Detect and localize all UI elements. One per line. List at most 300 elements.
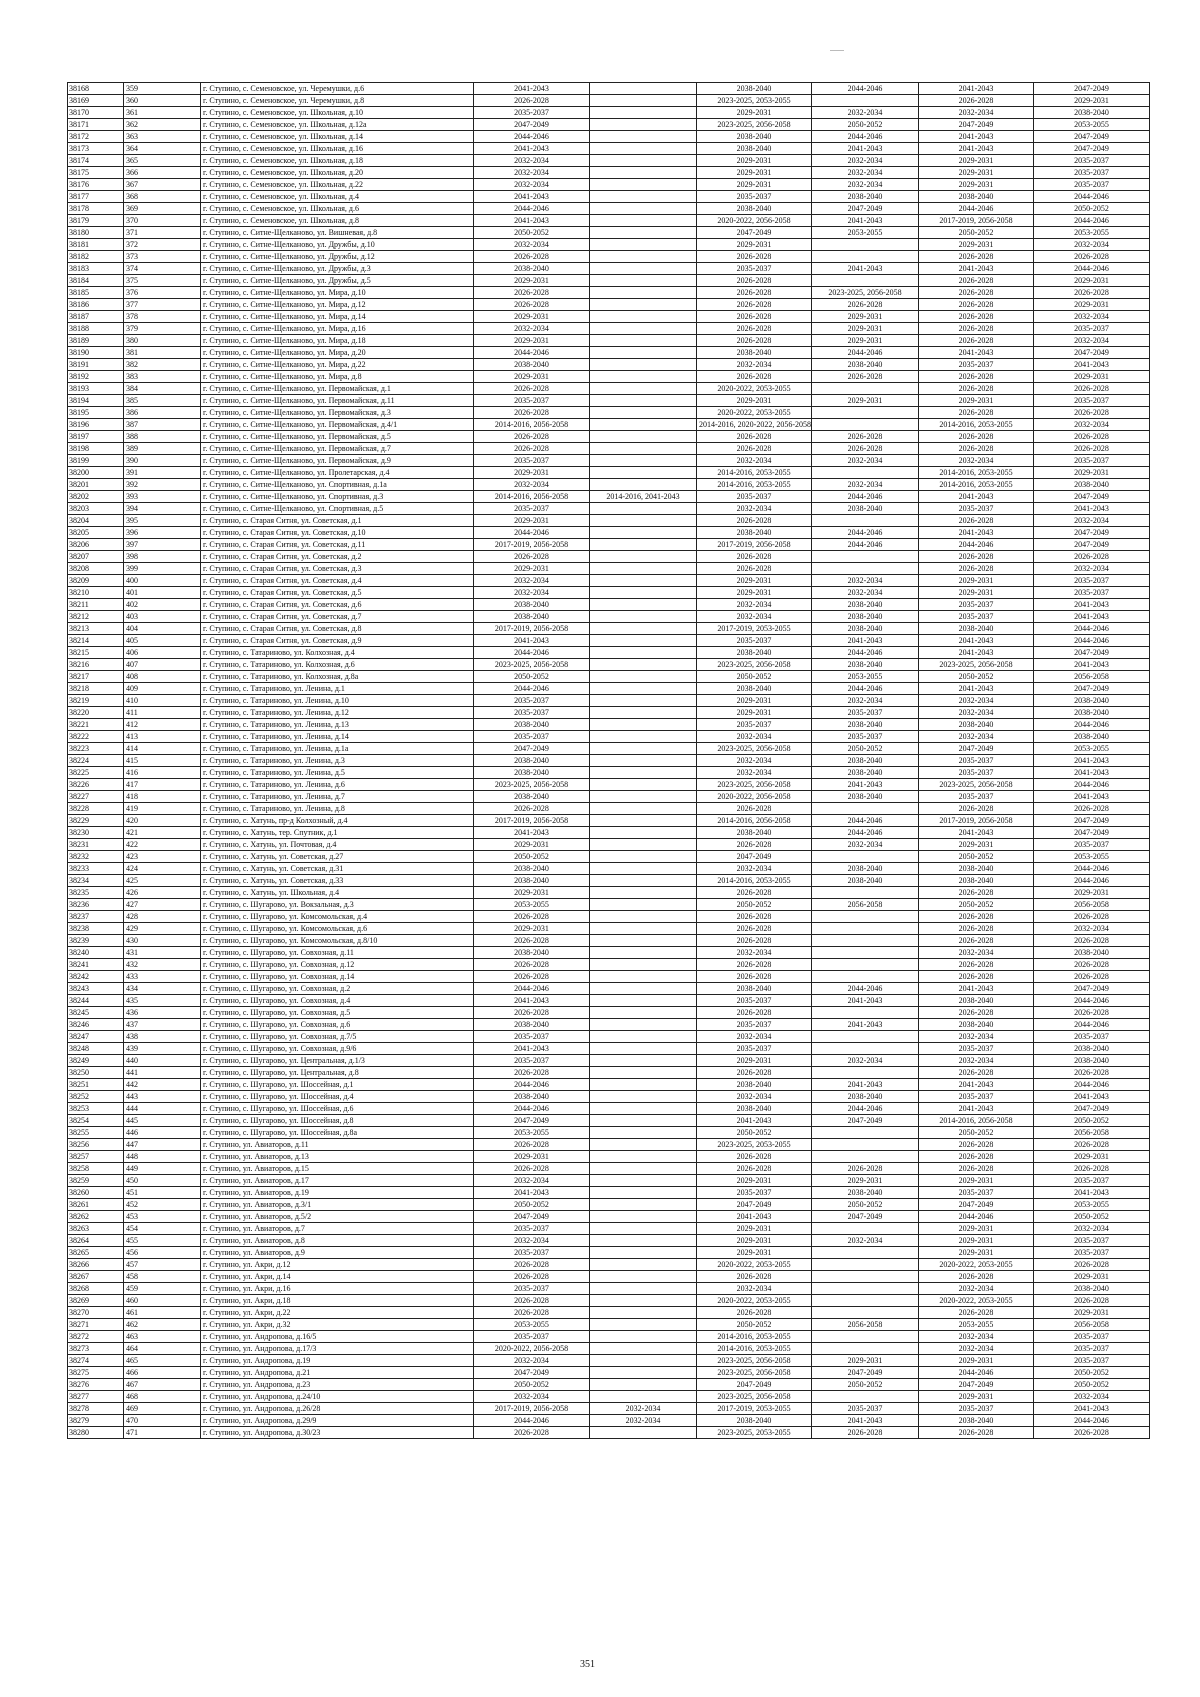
row-number-cell: 443 [124, 1091, 201, 1103]
address-cell: г. Ступино, с. Старая Ситня, ул. Советская, д.4 [201, 575, 474, 587]
record-id-cell: 38202 [68, 491, 124, 503]
period-1-cell: 2038-2040 [474, 755, 590, 767]
period-6-cell: 2029-2031 [1034, 1307, 1150, 1319]
period-1-cell: 2041-2043 [474, 995, 590, 1007]
row-number-cell: 403 [124, 611, 201, 623]
period-4-cell: 2038-2040 [812, 503, 919, 515]
period-5-cell: 2050-2052 [919, 899, 1034, 911]
address-cell: г. Ступино, с. Татариново, ул. Ленина, д.6 [201, 779, 474, 791]
address-cell: г. Ступино, с. Старая Ситня, ул. Советская, д.11 [201, 539, 474, 551]
period-2-cell [590, 851, 697, 863]
period-1-cell: 2044-2046 [474, 131, 590, 143]
period-4-cell [812, 1343, 919, 1355]
period-6-cell: 2050-2052 [1034, 1211, 1150, 1223]
address-cell: г. Ступино, ул. Авиаторов, д.15 [201, 1163, 474, 1175]
record-id-cell: 38245 [68, 1007, 124, 1019]
period-5-cell: 2026-2028 [919, 923, 1034, 935]
record-id-cell: 38207 [68, 551, 124, 563]
period-3-cell: 2029-2031 [697, 155, 812, 167]
period-1-cell: 2053-2055 [474, 1319, 590, 1331]
period-6-cell: 2053-2055 [1034, 1199, 1150, 1211]
period-3-cell: 2026-2028 [697, 911, 812, 923]
period-2-cell [590, 659, 697, 671]
period-6-cell: 2026-2028 [1034, 1067, 1150, 1079]
period-2-cell [590, 83, 697, 95]
period-3-cell: 2026-2028 [697, 935, 812, 947]
record-id-cell: 38267 [68, 1271, 124, 1283]
schedule-table-body [68, 83, 1150, 1439]
record-id-cell: 38182 [68, 251, 124, 263]
period-4-cell: 2023-2025, 2056-2058 [812, 287, 919, 299]
period-3-cell: 2032-2034 [697, 503, 812, 515]
table-row [68, 1295, 1150, 1307]
period-1-cell: 2026-2028 [474, 299, 590, 311]
record-id-cell: 38193 [68, 383, 124, 395]
period-1-cell: 2038-2040 [474, 875, 590, 887]
period-6-cell: 2029-2031 [1034, 299, 1150, 311]
period-3-cell: 2038-2040 [697, 131, 812, 143]
period-5-cell: 2026-2028 [919, 1007, 1034, 1019]
period-3-cell: 2029-2031 [697, 239, 812, 251]
table-row [68, 83, 1150, 95]
period-5-cell: 2038-2040 [919, 1415, 1034, 1427]
record-id-cell: 38269 [68, 1295, 124, 1307]
period-4-cell: 2044-2046 [812, 539, 919, 551]
row-number-cell: 428 [124, 911, 201, 923]
period-5-cell: 2035-2037 [919, 359, 1034, 371]
period-3-cell: 2026-2028 [697, 803, 812, 815]
row-number-cell: 468 [124, 1391, 201, 1403]
period-3-cell: 2023-2025, 2056-2058 [697, 119, 812, 131]
period-4-cell: 2032-2034 [812, 1235, 919, 1247]
period-3-cell: 2041-2043 [697, 1115, 812, 1127]
period-1-cell: 2032-2034 [474, 1391, 590, 1403]
address-cell: г. Ступино, ул. Авиаторов, д.9 [201, 1247, 474, 1259]
period-5-cell: 2044-2046 [919, 1367, 1034, 1379]
period-2-cell [590, 1079, 697, 1091]
period-5-cell: 2029-2031 [919, 395, 1034, 407]
period-2-cell [590, 1019, 697, 1031]
record-id-cell: 38183 [68, 263, 124, 275]
period-3-cell: 2029-2031 [697, 707, 812, 719]
table-row [68, 347, 1150, 359]
address-cell: г. Ступино, с. Ситне-Щелканово, ул. Первомайская, д.1 [201, 383, 474, 395]
table-row [68, 815, 1150, 827]
period-4-cell: 2026-2028 [812, 371, 919, 383]
period-5-cell: 2044-2046 [919, 203, 1034, 215]
period-3-cell: 2026-2028 [697, 887, 812, 899]
table-row [68, 167, 1150, 179]
period-6-cell: 2047-2049 [1034, 131, 1150, 143]
period-2-cell [590, 419, 697, 431]
period-3-cell: 2026-2028 [697, 1067, 812, 1079]
period-2-cell [590, 1391, 697, 1403]
address-cell: г. Ступино, с. Ситне-Щелканово, ул. Первомайская, д.9 [201, 455, 474, 467]
period-2-cell [590, 335, 697, 347]
period-2-cell [590, 623, 697, 635]
table-row [68, 179, 1150, 191]
period-6-cell: 2038-2040 [1034, 1043, 1150, 1055]
period-4-cell: 2041-2043 [812, 635, 919, 647]
period-1-cell: 2029-2031 [474, 923, 590, 935]
table-row [68, 275, 1150, 287]
record-id-cell: 38212 [68, 611, 124, 623]
period-6-cell: 2044-2046 [1034, 875, 1150, 887]
table-row [68, 1367, 1150, 1379]
period-1-cell: 2041-2043 [474, 215, 590, 227]
row-number-cell: 448 [124, 1151, 201, 1163]
period-4-cell: 2032-2034 [812, 575, 919, 587]
table-row [68, 779, 1150, 791]
period-2-cell [590, 383, 697, 395]
period-1-cell: 2035-2037 [474, 107, 590, 119]
record-id-cell: 38219 [68, 695, 124, 707]
period-2-cell [590, 719, 697, 731]
period-5-cell: 2035-2037 [919, 1091, 1034, 1103]
period-2-cell [590, 1343, 697, 1355]
period-4-cell: 2044-2046 [812, 1103, 919, 1115]
period-3-cell: 2023-2025, 2053-2055 [697, 1139, 812, 1151]
address-cell: г. Ступино, ул. Акри, д.22 [201, 1307, 474, 1319]
period-6-cell: 2032-2034 [1034, 923, 1150, 935]
record-id-cell: 38226 [68, 779, 124, 791]
period-5-cell: 2041-2043 [919, 83, 1034, 95]
period-5-cell: 2026-2028 [919, 311, 1034, 323]
address-cell: г. Ступино, с. Шугарово, ул. Совхозная, д.2 [201, 983, 474, 995]
address-cell: г. Ступино, с. Ситне-Щелканово, ул. Мира, д.14 [201, 311, 474, 323]
period-5-cell: 2029-2031 [919, 179, 1034, 191]
address-cell: г. Ступино, ул. Андропова, д.26/28 [201, 1403, 474, 1415]
period-6-cell: 2035-2037 [1034, 575, 1150, 587]
period-3-cell: 2029-2031 [697, 167, 812, 179]
period-4-cell: 2044-2046 [812, 983, 919, 995]
row-number-cell: 446 [124, 1127, 201, 1139]
table-row [68, 1067, 1150, 1079]
period-5-cell: 2026-2028 [919, 1427, 1034, 1439]
period-5-cell: 2029-2031 [919, 239, 1034, 251]
record-id-cell: 38200 [68, 467, 124, 479]
period-3-cell: 2038-2040 [697, 203, 812, 215]
period-5-cell: 2020-2022, 2053-2055 [919, 1295, 1034, 1307]
period-5-cell: 2026-2028 [919, 1163, 1034, 1175]
period-1-cell: 2047-2049 [474, 1115, 590, 1127]
row-number-cell: 465 [124, 1355, 201, 1367]
address-cell: г. Ступино, ул. Андропова, д.29/9 [201, 1415, 474, 1427]
period-1-cell: 2053-2055 [474, 899, 590, 911]
period-1-cell: 2038-2040 [474, 611, 590, 623]
period-5-cell: 2041-2043 [919, 347, 1034, 359]
table-row [68, 1187, 1150, 1199]
row-number-cell: 439 [124, 1043, 201, 1055]
period-5-cell: 2026-2028 [919, 887, 1034, 899]
row-number-cell: 455 [124, 1235, 201, 1247]
record-id-cell: 38216 [68, 659, 124, 671]
period-2-cell [590, 599, 697, 611]
period-3-cell: 2014-2016, 2053-2055 [697, 1331, 812, 1343]
record-id-cell: 38185 [68, 287, 124, 299]
period-2-cell [590, 575, 697, 587]
period-6-cell: 2044-2046 [1034, 1019, 1150, 1031]
table-row [68, 371, 1150, 383]
address-cell: г. Ступино, с. Ситне-Щелканово, ул. Мира, д.10 [201, 287, 474, 299]
period-1-cell: 2032-2034 [474, 575, 590, 587]
row-number-cell: 434 [124, 983, 201, 995]
period-5-cell: 2038-2040 [919, 191, 1034, 203]
period-6-cell: 2050-2052 [1034, 203, 1150, 215]
period-6-cell: 2038-2040 [1034, 707, 1150, 719]
address-cell: г. Ступино, с. Семеновское, ул. Школьная, д.22 [201, 179, 474, 191]
period-1-cell: 2053-2055 [474, 1127, 590, 1139]
period-5-cell: 2035-2037 [919, 611, 1034, 623]
period-4-cell: 2038-2040 [812, 1091, 919, 1103]
row-number-cell: 414 [124, 743, 201, 755]
period-6-cell: 2035-2037 [1034, 1355, 1150, 1367]
period-3-cell: 2020-2022, 2053-2055 [697, 407, 812, 419]
record-id-cell: 38244 [68, 995, 124, 1007]
row-number-cell: 391 [124, 467, 201, 479]
period-5-cell: 2014-2016, 2053-2055 [919, 419, 1034, 431]
record-id-cell: 38236 [68, 899, 124, 911]
period-2-cell [590, 671, 697, 683]
period-1-cell: 2026-2028 [474, 443, 590, 455]
table-row [68, 1151, 1150, 1163]
period-4-cell [812, 1391, 919, 1403]
period-3-cell: 2047-2049 [697, 227, 812, 239]
period-3-cell: 2029-2031 [697, 395, 812, 407]
period-6-cell: 2041-2043 [1034, 755, 1150, 767]
table-row [68, 1139, 1150, 1151]
period-3-cell: 2038-2040 [697, 1079, 812, 1091]
row-number-cell: 387 [124, 419, 201, 431]
row-number-cell: 386 [124, 407, 201, 419]
address-cell: г. Ступино, с. Ситне-Щелканово, ул. Спортивная, д.5 [201, 503, 474, 515]
period-5-cell: 2020-2022, 2053-2055 [919, 1259, 1034, 1271]
period-1-cell: 2029-2031 [474, 1151, 590, 1163]
period-5-cell: 2029-2031 [919, 839, 1034, 851]
record-id-cell: 38169 [68, 95, 124, 107]
period-6-cell: 2035-2037 [1034, 1235, 1150, 1247]
scan-mark [830, 50, 844, 51]
table-row [68, 239, 1150, 251]
period-3-cell: 2026-2028 [697, 1307, 812, 1319]
period-4-cell: 2026-2028 [812, 1163, 919, 1175]
record-id-cell: 38198 [68, 443, 124, 455]
record-id-cell: 38206 [68, 539, 124, 551]
address-cell: г. Ступино, с. Татариново, ул. Ленина, д.14 [201, 731, 474, 743]
period-6-cell: 2035-2037 [1034, 1175, 1150, 1187]
period-3-cell: 2014-2016, 2053-2055 [697, 875, 812, 887]
period-6-cell: 2026-2028 [1034, 935, 1150, 947]
period-5-cell: 2032-2034 [919, 1331, 1034, 1343]
period-6-cell: 2029-2031 [1034, 1151, 1150, 1163]
period-4-cell: 2044-2046 [812, 827, 919, 839]
period-5-cell: 2032-2034 [919, 1031, 1034, 1043]
table-row [68, 683, 1150, 695]
table-row [68, 95, 1150, 107]
period-2-cell [590, 1235, 697, 1247]
period-4-cell: 2032-2034 [812, 107, 919, 119]
address-cell: г. Ступино, с. Шугарово, ул. Шоссейная, д.8а [201, 1127, 474, 1139]
address-cell: г. Ступино, с. Ситне-Щелканово, ул. Спортивная, д.3 [201, 491, 474, 503]
period-2-cell [590, 1091, 697, 1103]
period-4-cell: 2041-2043 [812, 143, 919, 155]
row-number-cell: 383 [124, 371, 201, 383]
period-5-cell: 2026-2028 [919, 1151, 1034, 1163]
record-id-cell: 38279 [68, 1415, 124, 1427]
period-4-cell: 2032-2034 [812, 155, 919, 167]
record-id-cell: 38241 [68, 959, 124, 971]
record-id-cell: 38201 [68, 479, 124, 491]
period-5-cell: 2014-2016, 2056-2058 [919, 1115, 1034, 1127]
period-3-cell: 2038-2040 [697, 683, 812, 695]
address-cell: г. Ступино, ул. Андропова, д.17/3 [201, 1343, 474, 1355]
period-6-cell: 2038-2040 [1034, 695, 1150, 707]
record-id-cell: 38173 [68, 143, 124, 155]
record-id-cell: 38222 [68, 731, 124, 743]
period-6-cell: 2026-2028 [1034, 803, 1150, 815]
period-2-cell [590, 1307, 697, 1319]
address-cell: г. Ступино, с. Семеновское, ул. Черемушки, д.6 [201, 83, 474, 95]
period-4-cell [812, 851, 919, 863]
period-4-cell: 2044-2046 [812, 815, 919, 827]
table-row [68, 575, 1150, 587]
period-3-cell: 2032-2034 [697, 1031, 812, 1043]
row-number-cell: 419 [124, 803, 201, 815]
period-3-cell: 2020-2022, 2053-2055 [697, 383, 812, 395]
row-number-cell: 373 [124, 251, 201, 263]
address-cell: г. Ступино, с. Ситне-Щелканово, ул. Мира, д.22 [201, 359, 474, 371]
table-row [68, 827, 1150, 839]
table-row [68, 731, 1150, 743]
period-6-cell: 2047-2049 [1034, 683, 1150, 695]
record-id-cell: 38248 [68, 1043, 124, 1055]
row-number-cell: 384 [124, 383, 201, 395]
table-row [68, 899, 1150, 911]
period-3-cell: 2035-2037 [697, 1019, 812, 1031]
row-number-cell: 382 [124, 359, 201, 371]
period-3-cell: 2047-2049 [697, 1199, 812, 1211]
address-cell: г. Ступино, с. Татариново, ул. Ленина, д.3 [201, 755, 474, 767]
period-3-cell: 2014-2016, 2053-2055 [697, 1343, 812, 1355]
period-2-cell [590, 1259, 697, 1271]
address-cell: г. Ступино, ул. Акри, д.12 [201, 1259, 474, 1271]
record-id-cell: 38221 [68, 719, 124, 731]
period-1-cell: 2026-2028 [474, 959, 590, 971]
period-2-cell [590, 143, 697, 155]
period-1-cell: 2026-2028 [474, 1307, 590, 1319]
period-3-cell: 2020-2022, 2056-2058 [697, 215, 812, 227]
row-number-cell: 359 [124, 83, 201, 95]
address-cell: г. Ступино, с. Шугарово, ул. Комсомольская, д.6 [201, 923, 474, 935]
table-row [68, 911, 1150, 923]
row-number-cell: 441 [124, 1067, 201, 1079]
period-3-cell: 2038-2040 [697, 647, 812, 659]
period-6-cell: 2029-2031 [1034, 275, 1150, 287]
address-cell: г. Ступино, с. Ситне-Щелканово, ул. Пролетарская, д.4 [201, 467, 474, 479]
record-id-cell: 38263 [68, 1223, 124, 1235]
address-cell: г. Ступино, с. Семеновское, ул. Школьная, д.10 [201, 107, 474, 119]
address-cell: г. Ступино, ул. Авиаторов, д.17 [201, 1175, 474, 1187]
address-cell: г. Ступино, с. Татариново, ул. Ленина, д.1 [201, 683, 474, 695]
period-6-cell: 2035-2037 [1034, 395, 1150, 407]
period-6-cell: 2026-2028 [1034, 383, 1150, 395]
period-1-cell: 2050-2052 [474, 1379, 590, 1391]
row-number-cell: 404 [124, 623, 201, 635]
record-id-cell: 38278 [68, 1403, 124, 1415]
table-row [68, 1235, 1150, 1247]
period-2-cell [590, 971, 697, 983]
row-number-cell: 427 [124, 899, 201, 911]
period-5-cell: 2029-2031 [919, 155, 1034, 167]
period-1-cell: 2014-2016, 2056-2058 [474, 491, 590, 503]
period-1-cell: 2044-2046 [474, 527, 590, 539]
period-3-cell: 2026-2028 [697, 275, 812, 287]
period-4-cell: 2044-2046 [812, 683, 919, 695]
period-2-cell [590, 1367, 697, 1379]
address-cell: г. Ступино, с. Ситне-Щелканово, ул. Первомайская, д.4/1 [201, 419, 474, 431]
table-row [68, 467, 1150, 479]
row-number-cell: 368 [124, 191, 201, 203]
record-id-cell: 38171 [68, 119, 124, 131]
period-1-cell: 2041-2043 [474, 827, 590, 839]
period-1-cell: 2026-2028 [474, 95, 590, 107]
period-4-cell [812, 911, 919, 923]
period-3-cell: 2029-2031 [697, 695, 812, 707]
period-2-cell [590, 611, 697, 623]
row-number-cell: 423 [124, 851, 201, 863]
record-id-cell: 38177 [68, 191, 124, 203]
row-number-cell: 393 [124, 491, 201, 503]
period-2-cell [590, 1007, 697, 1019]
period-4-cell: 2044-2046 [812, 647, 919, 659]
period-5-cell: 2035-2037 [919, 767, 1034, 779]
period-3-cell: 2026-2028 [697, 1151, 812, 1163]
period-5-cell: 2032-2034 [919, 731, 1034, 743]
period-2-cell [590, 647, 697, 659]
period-3-cell: 2029-2031 [697, 1247, 812, 1259]
period-1-cell: 2029-2031 [474, 515, 590, 527]
address-cell: г. Ступино, с. Шугарово, ул. Шоссейная, д.8 [201, 1115, 474, 1127]
period-5-cell: 2038-2040 [919, 995, 1034, 1007]
period-1-cell: 2026-2028 [474, 935, 590, 947]
record-id-cell: 38234 [68, 875, 124, 887]
record-id-cell: 38180 [68, 227, 124, 239]
period-1-cell: 2026-2028 [474, 407, 590, 419]
period-1-cell: 2041-2043 [474, 143, 590, 155]
period-4-cell: 2044-2046 [812, 131, 919, 143]
period-4-cell: 2038-2040 [812, 599, 919, 611]
table-row [68, 1055, 1150, 1067]
address-cell: г. Ступино, с. Старая Ситня, ул. Советская, д.6 [201, 599, 474, 611]
period-5-cell: 2026-2028 [919, 335, 1034, 347]
record-id-cell: 38242 [68, 971, 124, 983]
period-2-cell [590, 1115, 697, 1127]
row-number-cell: 400 [124, 575, 201, 587]
period-1-cell: 2035-2037 [474, 1331, 590, 1343]
table-row [68, 635, 1150, 647]
period-4-cell: 2038-2040 [812, 791, 919, 803]
period-6-cell: 2035-2037 [1034, 1031, 1150, 1043]
period-3-cell: 2035-2037 [697, 995, 812, 1007]
row-number-cell: 376 [124, 287, 201, 299]
period-4-cell: 2044-2046 [812, 83, 919, 95]
period-5-cell: 2035-2037 [919, 1043, 1034, 1055]
period-3-cell: 2032-2034 [697, 767, 812, 779]
period-3-cell: 2020-2022, 2056-2058 [697, 791, 812, 803]
period-5-cell: 2026-2028 [919, 515, 1034, 527]
row-number-cell: 449 [124, 1163, 201, 1175]
row-number-cell: 366 [124, 167, 201, 179]
